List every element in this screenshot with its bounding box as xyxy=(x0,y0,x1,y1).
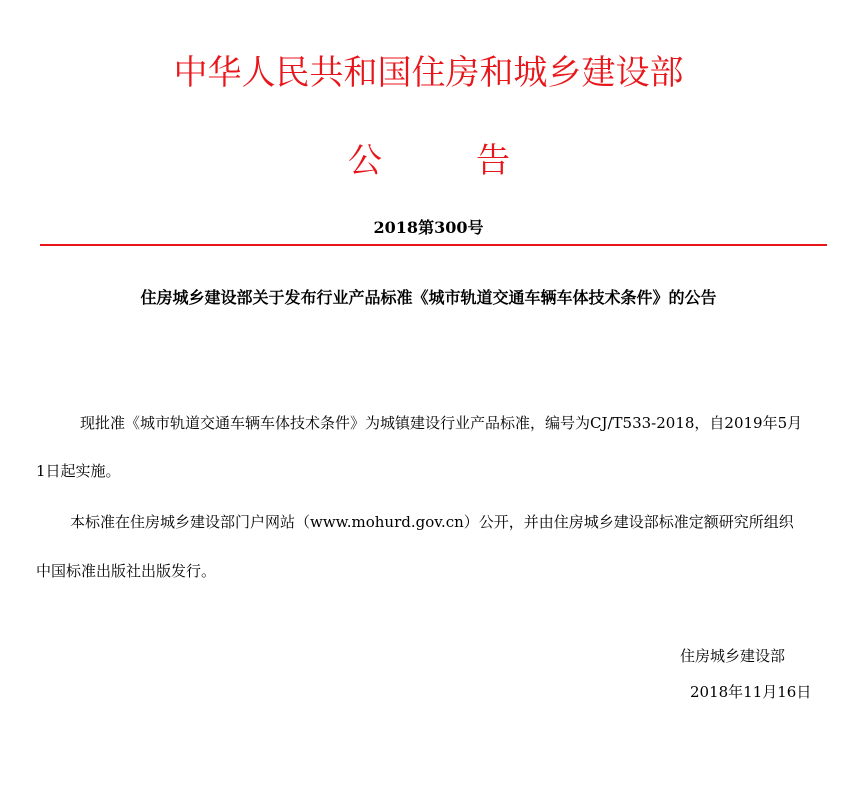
paragraph-1-line-1: 现批准《城市轨道交通车辆车体技术条件》为城镇建设行业产品标准，编号为CJ/T533-2018，自2019年5月 xyxy=(80,414,803,432)
paragraph-2-line-2: 中国标准出版社出版发行。 xyxy=(36,562,217,580)
notice-title-char-2: 告 xyxy=(476,141,510,181)
paragraph-2-line-1: 本标准在住房城乡建设部门户网站（www.mohurd.gov.cn）公开，并由住房城乡建设部标准定额研究所组织 xyxy=(70,513,794,531)
notice-heading: 住房城乡建设部关于发布行业产品标准《城市轨道交通车辆车体技术条件》的公告 xyxy=(140,288,717,307)
signature-date: 2018年11月16日 xyxy=(690,683,812,701)
red-divider-line xyxy=(40,244,827,246)
document-number: 2018第300号 xyxy=(373,218,484,237)
paragraph-1-line-2: 1日起实施。 xyxy=(36,462,121,480)
signature-organization: 住房城乡建设部 xyxy=(680,647,786,665)
agency-title: 中华人民共和国住房和城乡建设部 xyxy=(173,53,684,93)
notice-title-char-1: 公 xyxy=(348,141,382,181)
